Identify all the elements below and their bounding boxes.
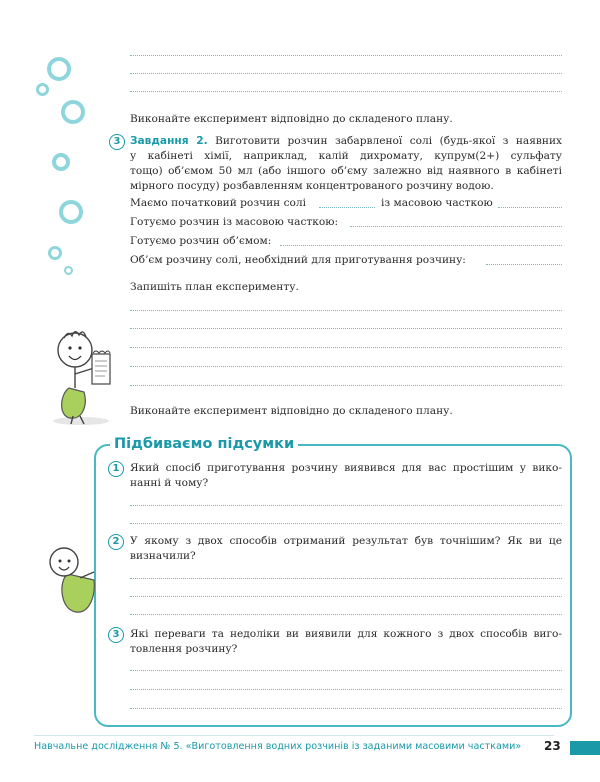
bubble-icon <box>61 100 85 124</box>
footer-rule <box>34 735 554 736</box>
answer-line[interactable] <box>130 689 562 690</box>
answer-line[interactable] <box>130 523 562 524</box>
question-line: визначили? <box>130 550 196 562</box>
student-character-with-notes-icon <box>42 316 120 428</box>
question-line: У якому з двох способів отриманий результат був точнішим? Як ви це <box>130 535 562 547</box>
answer-line[interactable] <box>130 55 562 56</box>
answer-line[interactable] <box>130 505 562 506</box>
question-line: Який спосіб приготування розчину виявився для вас простішим у вико- <box>130 462 562 474</box>
question-2-text <box>130 534 562 564</box>
field-label: Об’єм розчину солі, необхідний для приготування розчину: <box>130 254 466 266</box>
task-line: у кабінеті хімії, наприклад, калій дихромату, купрум(2+) сульфату <box>130 150 562 162</box>
answer-line[interactable] <box>130 310 562 311</box>
task-line: мірного посуду) розбавленням концентрованого розчину водою. <box>130 180 494 192</box>
question-line: Які переваги та недоліки ви виявили для кожного з двох способів виго- <box>130 628 562 640</box>
answer-line[interactable] <box>130 614 562 615</box>
question-1-text <box>130 461 562 491</box>
answer-line[interactable] <box>130 596 562 597</box>
bubble-icon <box>48 246 62 260</box>
page-number: 23 <box>544 739 561 753</box>
field-label: із масовою часткою <box>381 197 493 209</box>
task-line: тощо) об’ємом 50 мл (або іншого об’єму залежно від наявного в кабінеті <box>130 165 562 177</box>
bubble-icon <box>36 83 49 96</box>
fill-in-blank[interactable] <box>498 207 562 208</box>
question-line: товлення розчину? <box>130 643 238 655</box>
instruction-text: Виконайте експеримент відповідно до складеного плану. <box>130 405 453 417</box>
answer-line[interactable] <box>130 708 562 709</box>
footer-title: Навчальне дослідження № 5. «Виготовлення водних розчинів із заданими масовими частками» <box>34 741 522 752</box>
bubble-icon <box>52 153 70 171</box>
question-line: нанні й чому? <box>130 477 209 489</box>
bubble-icon <box>59 200 83 224</box>
task-number-badge: 3 <box>109 134 125 150</box>
student-character-peeking-icon <box>38 544 96 616</box>
answer-line[interactable] <box>130 578 562 579</box>
field-label: Готуємо розчин із масовою часткою: <box>130 216 339 228</box>
task-line: Виготовити розчин забарвленої солі (будь-якої з наявних <box>215 135 562 147</box>
page-tab-decoration <box>570 741 600 755</box>
answer-line[interactable] <box>130 366 562 367</box>
fill-in-blank[interactable] <box>280 245 562 246</box>
question-number-badge: 2 <box>108 534 124 550</box>
instruction-text: Запишіть план експерименту. <box>130 281 299 293</box>
task-2-text <box>130 134 562 194</box>
answer-line[interactable] <box>130 91 562 92</box>
answer-line[interactable] <box>130 347 562 348</box>
bubble-icon <box>64 266 73 275</box>
field-label: Маємо початковий розчин солі <box>130 197 307 209</box>
answer-line[interactable] <box>130 328 562 329</box>
answer-line[interactable] <box>130 73 562 74</box>
fill-in-blank[interactable] <box>486 264 562 265</box>
instruction-text: Виконайте експеримент відповідно до складеного плану. <box>130 113 453 125</box>
bubble-icon <box>47 57 71 81</box>
task-label: Завдання 2. <box>130 135 208 147</box>
question-number-badge: 3 <box>108 627 124 643</box>
question-number-badge: 1 <box>108 461 124 477</box>
answer-line[interactable] <box>130 385 562 386</box>
fill-in-blank[interactable] <box>319 207 375 208</box>
summary-title: Підбиваємо підсумки <box>110 436 298 452</box>
answer-line[interactable] <box>130 670 562 671</box>
question-3-text <box>130 627 562 657</box>
field-label: Готуємо розчин об’ємом: <box>130 235 272 247</box>
fill-in-blank[interactable] <box>350 226 562 227</box>
